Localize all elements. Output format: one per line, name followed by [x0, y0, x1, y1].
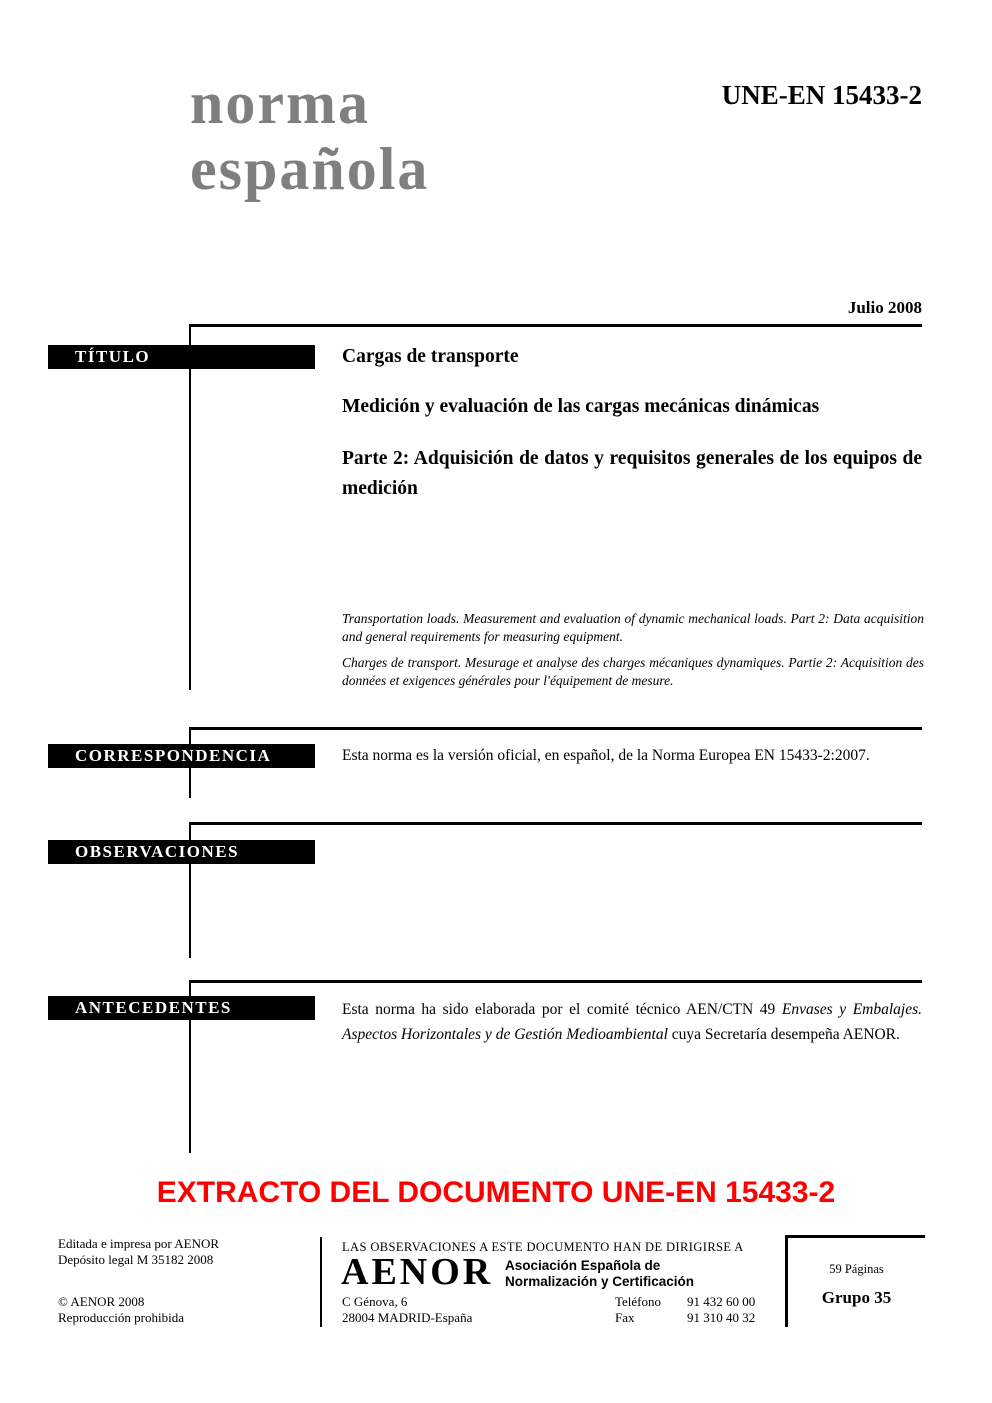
- footer-publisher-line-2: Depósito legal M 35182 2008: [58, 1252, 214, 1267]
- title-translation-french: Charges de transport. Mesurage et analyse des charges mécaniques dynamiques. Partie 2: Acquisition des données et exigences générales pour l'équipement de mesure.: [342, 655, 924, 688]
- footer-group-box-top-rule: [785, 1235, 925, 1238]
- correspondencia-top-rule: [190, 727, 922, 730]
- wordmark-line-1: norma: [190, 70, 370, 136]
- section-label-titulo: [48, 345, 315, 369]
- antecedentes-top-rule: [190, 980, 922, 983]
- aenor-logo: AENOR: [341, 1251, 494, 1293]
- antecedentes-body-suffix: cuya Secretaría desempeña AENOR.: [667, 1026, 900, 1043]
- footer-publisher-line-1: Editada e impresa por AENOR: [58, 1236, 220, 1251]
- section-label-observaciones: [48, 840, 315, 864]
- footer-group-box-left-rule: [785, 1235, 788, 1327]
- aenor-org-name: [505, 1258, 694, 1290]
- antecedentes-body-italic: Envases y Embalajes. Aspectos Horizontales y de Gestión Medioambiental: [342, 1001, 923, 1043]
- observaciones-top-rule: [190, 822, 922, 825]
- titulo-vertical-line: [189, 324, 191, 690]
- footer-phone-value: 91 432 60 00: [687, 1294, 756, 1309]
- correspondencia-label-text: CORRESPONDENCIA: [75, 746, 272, 765]
- footer-page-count: 59 Páginas: [829, 1262, 884, 1276]
- footer-address-line-1: C Génova, 6: [342, 1294, 408, 1309]
- issue-date: Julio 2008: [847, 298, 922, 317]
- aenor-org-line-2: Normalización y Certificación: [505, 1274, 695, 1289]
- antecedentes-label-text: ANTECEDENTES: [75, 998, 232, 1017]
- titulo-top-rule: [190, 324, 922, 327]
- norma-espanola-wordmark: [190, 70, 429, 202]
- section-label-antecedentes: [48, 996, 315, 1020]
- aenor-org-line-1: Asociación Española de: [505, 1258, 661, 1273]
- antecedentes-body: [342, 997, 922, 1047]
- wordmark-line-2: española: [190, 136, 430, 202]
- footer-observations-notice: LAS OBSERVACIONES A ESTE DOCUMENTO HAN DE DIRIGIRSE A: [342, 1240, 744, 1254]
- title-translation-english: Transportation loads. Measurement and evaluation of dynamic mechanical loads. Part 2: Data acquisition and general requirements for measuring equipment.: [342, 611, 924, 644]
- title-line-3: Parte 2: Adquisición de datos y requisitos generales de los equipos de medición: [342, 448, 922, 499]
- footer-fax-value: 91 310 40 32: [687, 1310, 756, 1325]
- title-line-1: Cargas de transporte: [342, 346, 519, 367]
- correspondencia-body: Esta norma es la versión oficial, en español, de la Norma Europea EN 15433-2:2007.: [342, 747, 870, 764]
- footer-fax-label: Fax: [615, 1310, 635, 1325]
- antecedentes-body-prefix: Esta norma ha sido elaborada por el comité técnico AEN/CTN 49: [342, 1001, 782, 1018]
- section-label-correspondencia: [48, 744, 315, 768]
- document-code: UNE-EN 15433-2: [721, 80, 922, 110]
- footer-divider-line: [320, 1237, 322, 1327]
- footer-phone-label: Teléfono: [615, 1294, 662, 1309]
- footer-copyright: © AENOR 2008: [58, 1294, 145, 1309]
- footer-reproduction-notice: Reproducción prohibida: [58, 1310, 184, 1325]
- observaciones-label-text: OBSERVACIONES: [75, 842, 240, 861]
- footer-group-number: Grupo 35: [821, 1288, 892, 1307]
- title-line-2: Medición y evaluación de las cargas mecánicas dinámicas: [342, 396, 820, 417]
- footer-address-line-2: 28004 MADRID-España: [342, 1310, 473, 1325]
- extracto-banner: EXTRACTO DEL DOCUMENTO UNE-EN 15433-2: [156, 1176, 836, 1209]
- titulo-label-text: TÍTULO: [75, 347, 151, 366]
